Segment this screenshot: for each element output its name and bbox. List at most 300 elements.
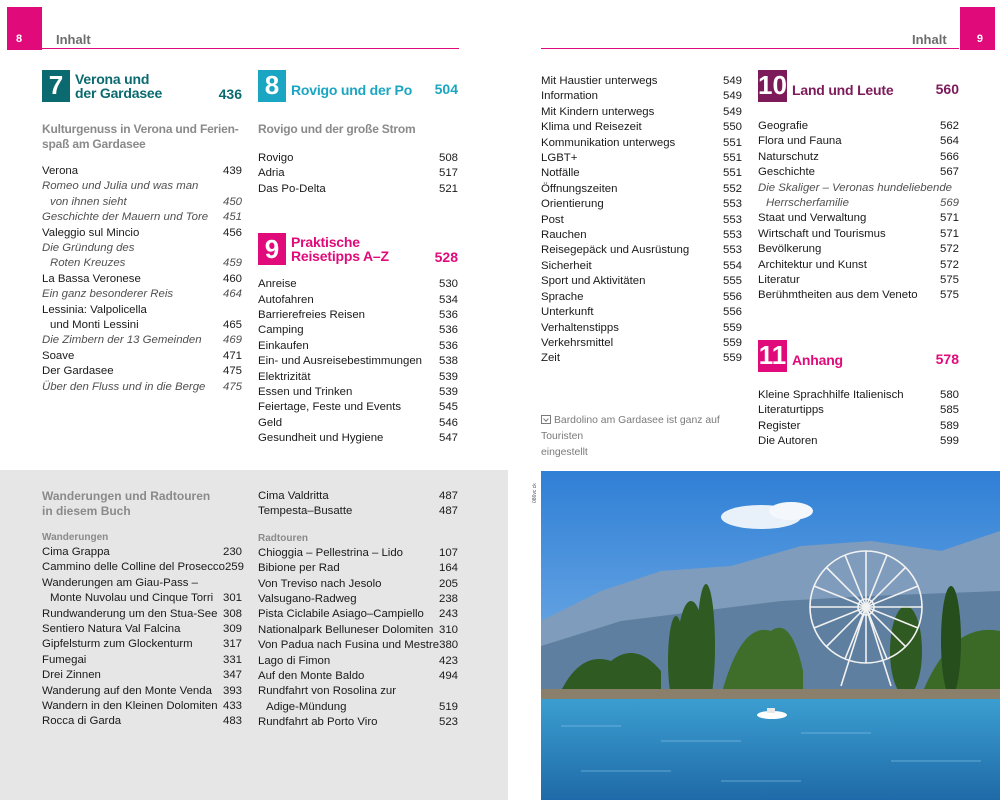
toc-entry-label: Gipfelsturm zum Glockenturm: [42, 638, 193, 651]
toc-entry-label: Die Zimbern der 13 Gemeinden: [42, 334, 202, 347]
toc-entry-label: Post: [541, 213, 564, 226]
toc-entry-label: Drei Zinnen: [42, 669, 101, 682]
toc-entry[interactable]: [758, 419, 959, 434]
toc-entry-page: 456: [222, 226, 242, 239]
toc-entry[interactable]: [541, 243, 742, 258]
toc-entry[interactable]: [758, 181, 959, 196]
toc-entry-label: Literaturtipps: [758, 404, 824, 417]
toc-entry-page: 549: [722, 75, 742, 87]
toc-entry[interactable]: [541, 136, 742, 151]
toc-entry-label: Adige-Mündung: [266, 700, 347, 713]
bikes-list: [258, 546, 458, 731]
toc-entry-label: Tempesta–Busatte: [258, 505, 353, 518]
toc-list: [42, 164, 242, 395]
toc-entry[interactable]: [42, 684, 242, 699]
toc-entry-page: 450: [222, 195, 242, 208]
toc-entry-label: Von Treviso nach Jesolo: [258, 577, 382, 590]
toc-entry-page: 487: [438, 490, 458, 502]
toc-entry[interactable]: [258, 504, 458, 519]
chapter-subtitle-line: spaß am Gardasee: [42, 137, 146, 151]
toc-entry[interactable]: [541, 166, 742, 181]
toc-entry[interactable]: [758, 196, 959, 211]
toc-entry-page: 550: [722, 121, 742, 134]
toc-entry-label: Staat und Verwaltung: [758, 212, 867, 225]
toc-entry[interactable]: [42, 622, 242, 637]
tours-column-1: [42, 489, 242, 730]
toc-entry-page: 536: [438, 324, 458, 337]
header-rule-right: [541, 48, 959, 49]
toc-entry-page: 571: [939, 212, 959, 225]
chapter-title: [286, 235, 435, 263]
toc-entry-label: Sprache: [541, 290, 584, 303]
toc-entry-page: 551: [722, 136, 742, 149]
toc-entry-label: Geld: [258, 416, 283, 429]
toc-entry-label: Register: [758, 419, 801, 432]
toc-entry[interactable]: [258, 431, 458, 446]
toc-entry-page: 238: [438, 593, 458, 606]
toc-entry[interactable]: [541, 228, 742, 243]
photo-credit: 086vc ck: [532, 483, 538, 503]
toc-entry-page: 519: [438, 700, 458, 713]
toc-entry-page: 164: [438, 562, 458, 575]
chapter-page: 528: [434, 248, 458, 265]
toc-entry-label: Rocca di Garda: [42, 715, 122, 728]
toc-entry[interactable]: [758, 388, 959, 403]
toc-entry[interactable]: [42, 287, 242, 302]
toc-entry[interactable]: [258, 277, 458, 292]
toc-list: [258, 277, 458, 446]
header-rule-left: [42, 48, 459, 49]
toc-entry[interactable]: [42, 256, 242, 271]
toc-entry[interactable]: [541, 321, 742, 336]
toc-entry-page: 562: [939, 120, 959, 132]
toc-entry[interactable]: [42, 545, 242, 560]
toc-entry-label: Wirtschaft und Tourismus: [758, 227, 886, 240]
toc-entry[interactable]: [258, 166, 458, 181]
toc-entry-page: 575: [939, 289, 959, 302]
toc-entry-label: Architektur und Kunst: [758, 258, 867, 271]
toc-entry-page: 534: [438, 293, 458, 306]
toc-entry[interactable]: [541, 274, 742, 289]
toc-entry-page: 310: [438, 623, 458, 636]
toc-entry-page: 566: [939, 150, 959, 163]
toc-entry-page: 551: [722, 167, 742, 180]
chapter-page: 560: [935, 81, 959, 98]
toc-entry-label: Feiertage, Feste und Events: [258, 401, 402, 414]
chapter-8-heading[interactable]: [258, 70, 458, 102]
chapter-page: 578: [935, 351, 959, 368]
toc-entry-label: Orientierung: [541, 198, 604, 211]
toc-entry-label: Wandern in den Kleinen Dolomiten: [42, 700, 218, 713]
toc-entry-page: 552: [722, 182, 742, 195]
toc-entry[interactable]: [758, 242, 959, 257]
toc-entry-page: 347: [222, 669, 242, 682]
toc-entry-label: Die Skaliger – Veronas hundeliebende: [758, 181, 952, 194]
toc-entry-label: Rundfahrt von Rosolina zur: [258, 685, 397, 698]
toc-entry-label: Barrierefreies Reisen: [258, 309, 365, 322]
running-head-left: Inhalt: [56, 32, 91, 47]
toc-entry[interactable]: [258, 293, 458, 308]
toc-entry[interactable]: [258, 638, 458, 653]
toc-entry[interactable]: [42, 668, 242, 683]
toc-entry[interactable]: [42, 576, 242, 591]
toc-entry[interactable]: [42, 241, 242, 256]
toc-entry[interactable]: [258, 182, 458, 197]
toc-entry-page: 308: [222, 607, 242, 620]
toc-list: [758, 388, 959, 450]
chapter-title-line: Reisetipps A–Z: [291, 248, 389, 265]
toc-entry-label: Wanderung auf den Monte Venda: [42, 684, 212, 697]
toc-entry-label: Valeggio sul Mincio: [42, 226, 140, 239]
toc-entry-page: 465: [222, 319, 242, 332]
toc-entry-page: 564: [939, 135, 959, 148]
toc-entry-page: 559: [722, 352, 742, 365]
chapter-page: 436: [218, 85, 242, 102]
chapter-11-heading[interactable]: [758, 340, 959, 372]
toc-entry[interactable]: [258, 577, 458, 592]
toc-entry-page: 459: [222, 257, 242, 270]
toc-entry[interactable]: [758, 165, 959, 180]
toc-entry[interactable]: [258, 654, 458, 669]
toc-entry-page: 547: [438, 432, 458, 445]
toc-entry-page: 549: [722, 105, 742, 118]
toc-entry[interactable]: [758, 150, 959, 165]
toc-entry-label: Öffnungszeiten: [541, 182, 618, 195]
toc-entry-page: 469: [222, 334, 242, 347]
toc-entry-label: Auf den Monte Baldo: [258, 670, 365, 683]
toc-entry-label: Berühmtheiten aus dem Veneto: [758, 289, 918, 302]
chapter-title-line: Verona und: [75, 71, 150, 87]
toc-entry-page: 553: [722, 198, 742, 211]
toc-entry-label: Essen und Trinken: [258, 386, 353, 399]
toc-entry[interactable]: [758, 288, 959, 303]
toc-column-4: [758, 70, 959, 450]
toc-entry[interactable]: [258, 546, 458, 561]
toc-entry[interactable]: [258, 308, 458, 323]
toc-entry-label: Bevölkerung: [758, 243, 822, 256]
page-number-tab-right: [960, 7, 995, 50]
toc-entry[interactable]: [758, 273, 959, 288]
toc-entry-page: 599: [939, 435, 959, 448]
toc-entry-label: Lessinia: Valpolicella: [42, 303, 147, 316]
toc-entry[interactable]: [758, 434, 959, 449]
toc-entry-label: La Bassa Veronese: [42, 272, 141, 285]
toc-entry-page: 301: [222, 592, 242, 605]
photo-arrow-icon: [541, 415, 551, 424]
toc-entry[interactable]: [42, 637, 242, 652]
toc-entry-label: Kleine Sprachhilfe Italienisch: [758, 388, 904, 401]
toc-entry[interactable]: [42, 226, 242, 241]
toc-entry-label: Reisegepäck und Ausrüstung: [541, 244, 690, 257]
toc-entry-page: 551: [722, 152, 742, 165]
toc-entry-label: Rovigo: [258, 152, 294, 164]
toc-entry-page: 309: [222, 623, 242, 636]
toc-entry-label: Soave: [42, 349, 75, 362]
toc-entry-page: 539: [438, 370, 458, 383]
toc-entry-page: 572: [939, 258, 959, 271]
toc-entry-label: Rauchen: [541, 229, 587, 242]
toc-entry-label: Gesundheit und Hygiene: [258, 432, 384, 445]
toc-entry[interactable]: [42, 164, 242, 179]
photo-bardolino: [541, 471, 1000, 800]
toc-entry[interactable]: [541, 105, 742, 120]
toc-entry[interactable]: [541, 351, 742, 366]
toc-entry[interactable]: [758, 119, 959, 134]
toc-entry-label: Ein- und Ausreisebestimmungen: [258, 355, 422, 368]
toc-entry[interactable]: [42, 333, 242, 348]
toc-entry-page: 508: [438, 152, 458, 164]
toc-column-3: [541, 74, 742, 367]
toc-entry-label: Naturschutz: [758, 150, 819, 163]
toc-entry-page: 556: [722, 306, 742, 319]
toc-entry-page: 571: [939, 227, 959, 240]
toc-entry[interactable]: [258, 354, 458, 369]
toc-entry-page: 483: [222, 715, 242, 728]
toc-entry[interactable]: [758, 403, 959, 418]
toc-entry-page: 572: [939, 243, 959, 256]
toc-entry-label: Kommunikation unterwegs: [541, 136, 676, 149]
toc-entry-page: 554: [722, 259, 742, 272]
toc-entry[interactable]: [258, 385, 458, 400]
toc-entry[interactable]: [258, 416, 458, 431]
toc-entry[interactable]: [42, 210, 242, 225]
chapter-title: [70, 72, 219, 100]
toc-entry-label: Zeit: [541, 352, 560, 365]
page-number-right: 9: [976, 33, 983, 45]
page-number-left: 8: [16, 33, 23, 45]
toc-entry-page: 487: [438, 505, 458, 518]
toc-entry-page: 259: [224, 561, 244, 574]
toc-entry-page: 475: [222, 365, 242, 378]
toc-column-1: [42, 70, 242, 395]
toc-entry[interactable]: [258, 607, 458, 622]
chapter-subtitle: Rovigo und der große Strom: [258, 122, 416, 136]
chapter-9-heading[interactable]: [258, 233, 458, 265]
toc-entry-label: Pista Ciclabile Asiago–Campiello: [258, 608, 424, 621]
toc-entry[interactable]: [42, 714, 242, 729]
toc-entry-label: LGBT+: [541, 152, 578, 165]
toc-entry[interactable]: [758, 134, 959, 149]
toc-entry-page: 107: [438, 546, 458, 559]
toc-entry-label: Verkehrsmittel: [541, 336, 614, 349]
chapter-7-heading[interactable]: [42, 70, 242, 102]
toc-entry-label: Adria: [258, 167, 285, 180]
toc-entry-label: Cammino delle Colline del Prosecco: [42, 561, 225, 574]
toc-entry-page: 380: [439, 639, 459, 652]
toc-entry-page: 494: [438, 670, 458, 683]
chapter-subtitle: [42, 122, 242, 152]
toc-entry[interactable]: [258, 623, 458, 638]
toc-entry-page: 317: [222, 638, 242, 651]
toc-entry-label: Anreise: [258, 278, 297, 291]
toc-entry[interactable]: [258, 684, 458, 699]
hikes-list-more: [258, 489, 458, 520]
tours-heading-line: in diesem Buch: [42, 504, 131, 518]
toc-entry-page: 553: [722, 229, 742, 242]
toc-entry-label: Die Gründung des: [42, 242, 135, 255]
toc-entry-label: Mit Kindern unterwegs: [541, 105, 655, 118]
chapter-title: Rovigo und der Po: [291, 82, 413, 98]
toc-entry[interactable]: [541, 259, 742, 274]
toc-entry[interactable]: [42, 318, 242, 333]
chapter-title: Land und Leute: [792, 82, 894, 98]
toc-entry-page: 567: [939, 166, 959, 179]
photo-caption: [541, 413, 741, 461]
toc-entry[interactable]: [258, 400, 458, 415]
toc-entry-page: 423: [438, 654, 458, 667]
bikes-label: Radtouren: [258, 532, 308, 544]
tours-column-2: [258, 489, 458, 731]
toc-entry-label: Klima und Reisezeit: [541, 121, 642, 134]
toc-entry[interactable]: [258, 700, 458, 715]
toc-entry-label: Wanderungen am Giau-Pass –: [42, 576, 198, 589]
toc-entry-page: 521: [438, 182, 458, 195]
toc-entry[interactable]: [541, 305, 742, 320]
toc-entry-page: 536: [438, 309, 458, 322]
toc-entry[interactable]: [758, 258, 959, 273]
toc-entry[interactable]: [541, 197, 742, 212]
toc-entry-page: 517: [438, 167, 458, 180]
toc-entry[interactable]: [42, 591, 242, 606]
toc-entry[interactable]: [541, 151, 742, 166]
toc-entry-label: Einkaufen: [258, 339, 309, 352]
toc-entry-label: Roten Kreuzes: [50, 257, 126, 270]
chapter-number: 7: [42, 70, 70, 102]
toc-entry-page: 475: [222, 380, 242, 393]
toc-entry-page: 331: [222, 653, 242, 666]
toc-entry-page: 559: [722, 336, 742, 349]
toc-entry-label: Rundfahrt ab Porto Viro: [258, 716, 378, 729]
toc-entry-label: Der Gardasee: [42, 365, 114, 378]
toc-entry-label: Verona: [42, 165, 79, 177]
toc-entry[interactable]: [258, 323, 458, 338]
toc-entry-label: Lago di Fimon: [258, 654, 331, 667]
chapter-title-line: der Gardasee: [75, 85, 163, 101]
toc-entry-label: Information: [541, 90, 598, 103]
toc-entry[interactable]: [758, 211, 959, 226]
toc-entry[interactable]: [42, 364, 242, 379]
toc-entry[interactable]: [258, 592, 458, 607]
toc-entry-page: 556: [722, 290, 742, 303]
toc-entry-page: 471: [222, 349, 242, 362]
toc-entry[interactable]: [42, 560, 242, 575]
toc-entry[interactable]: [42, 272, 242, 287]
toc-entry-label: Ein ganz besonderer Reis: [42, 288, 174, 301]
toc-entry[interactable]: [258, 669, 458, 684]
toc-entry-label: Romeo und Julia und was man: [42, 180, 199, 193]
toc-entry-page: 464: [222, 288, 242, 301]
toc-entry-page: 243: [438, 608, 458, 621]
toc-entry-label: Chioggia – Pellestrina – Lido: [258, 546, 404, 559]
toc-entry[interactable]: [258, 715, 458, 730]
toc-entry-page: 451: [222, 211, 242, 224]
toc-entry-page: 393: [222, 684, 242, 697]
toc-column-2: [258, 70, 458, 447]
toc-entry-label: Autofahren: [258, 293, 314, 306]
toc-entry-label: Verhaltenstipps: [541, 321, 619, 334]
toc-entry[interactable]: [541, 290, 742, 305]
toc-entry-label: Sentiero Natura Val Falcina: [42, 623, 181, 636]
toc-entry[interactable]: [42, 303, 242, 318]
toc-entry-label: Über den Fluss und in die Berge: [42, 380, 206, 393]
toc-entry-label: Camping: [258, 324, 304, 337]
toc-entry[interactable]: [42, 195, 242, 210]
toc-entry[interactable]: [541, 213, 742, 228]
toc-entry[interactable]: [258, 339, 458, 354]
toc-entry-page: 530: [438, 278, 458, 291]
toc-entry-page: 585: [939, 404, 959, 417]
toc-entry[interactable]: [541, 336, 742, 351]
toc-entry[interactable]: [541, 89, 742, 104]
toc-entry-label: Elektrizität: [258, 370, 311, 383]
chapter-title-line: Praktische: [291, 234, 360, 251]
caption-line: eingestellt: [541, 447, 588, 458]
lake-scene-image: [541, 471, 1000, 800]
toc-entry-page: 575: [939, 274, 959, 287]
toc-entry-label: von ihnen sieht: [50, 195, 127, 208]
toc-entry-page: 536: [438, 339, 458, 352]
toc-entry-page: 439: [222, 165, 242, 177]
toc-entry[interactable]: [541, 74, 742, 89]
toc-entry[interactable]: [758, 227, 959, 242]
chapter-number: 11: [758, 340, 787, 371]
toc-entry-page: 230: [222, 546, 242, 558]
hikes-list: [42, 545, 242, 730]
toc-entry-page: 460: [222, 272, 242, 285]
toc-entry[interactable]: [42, 653, 242, 668]
toc-entry[interactable]: [42, 349, 242, 364]
toc-entry-label: Notfälle: [541, 167, 580, 180]
toc-entry[interactable]: [258, 489, 458, 504]
toc-entry[interactable]: [42, 607, 242, 622]
toc-entry-label: Bibione per Rad: [258, 562, 340, 575]
toc-entry[interactable]: [258, 561, 458, 576]
toc-entry[interactable]: [42, 179, 242, 194]
toc-entry-page: 553: [722, 244, 742, 257]
toc-entry-page: 545: [438, 401, 458, 414]
toc-entry[interactable]: [42, 380, 242, 395]
toc-entry[interactable]: [541, 120, 742, 135]
toc-entry-page: 433: [222, 700, 242, 713]
toc-list: [758, 119, 959, 304]
chapter-10-heading[interactable]: [758, 70, 959, 102]
chapter-title: Anhang: [792, 351, 843, 368]
running-head-right: Inhalt: [912, 32, 947, 47]
toc-entry-page: 555: [722, 275, 742, 288]
toc-entry-label: Geschichte: [758, 166, 815, 179]
toc-entry-page: 538: [438, 355, 458, 368]
toc-entry-label: Herrscherfamilie: [766, 197, 849, 210]
toc-entry-page: 523: [438, 716, 458, 729]
toc-entry-label: Das Po-Delta: [258, 182, 326, 195]
toc-entry[interactable]: [541, 182, 742, 197]
toc-entry[interactable]: [258, 370, 458, 385]
toc-entry[interactable]: [258, 151, 458, 166]
tours-heading: [42, 489, 242, 519]
toc-entry-label: Valsugano-Radweg: [258, 593, 357, 606]
caption-line: Bardolino am Gardasee ist ganz auf Touristen: [541, 415, 720, 442]
toc-entry-page: 549: [722, 90, 742, 103]
toc-list: [541, 74, 742, 367]
toc-entry-label: Rundwanderung um den Stua-See: [42, 607, 218, 620]
chapter-number: 10: [758, 70, 787, 101]
chapter-number: 9: [258, 233, 286, 265]
toc-entry-page: 553: [722, 213, 742, 226]
toc-entry[interactable]: [42, 699, 242, 714]
toc-list: [258, 151, 458, 197]
toc-entry-label: Die Autoren: [758, 435, 818, 448]
toc-entry-page: 539: [438, 386, 458, 399]
